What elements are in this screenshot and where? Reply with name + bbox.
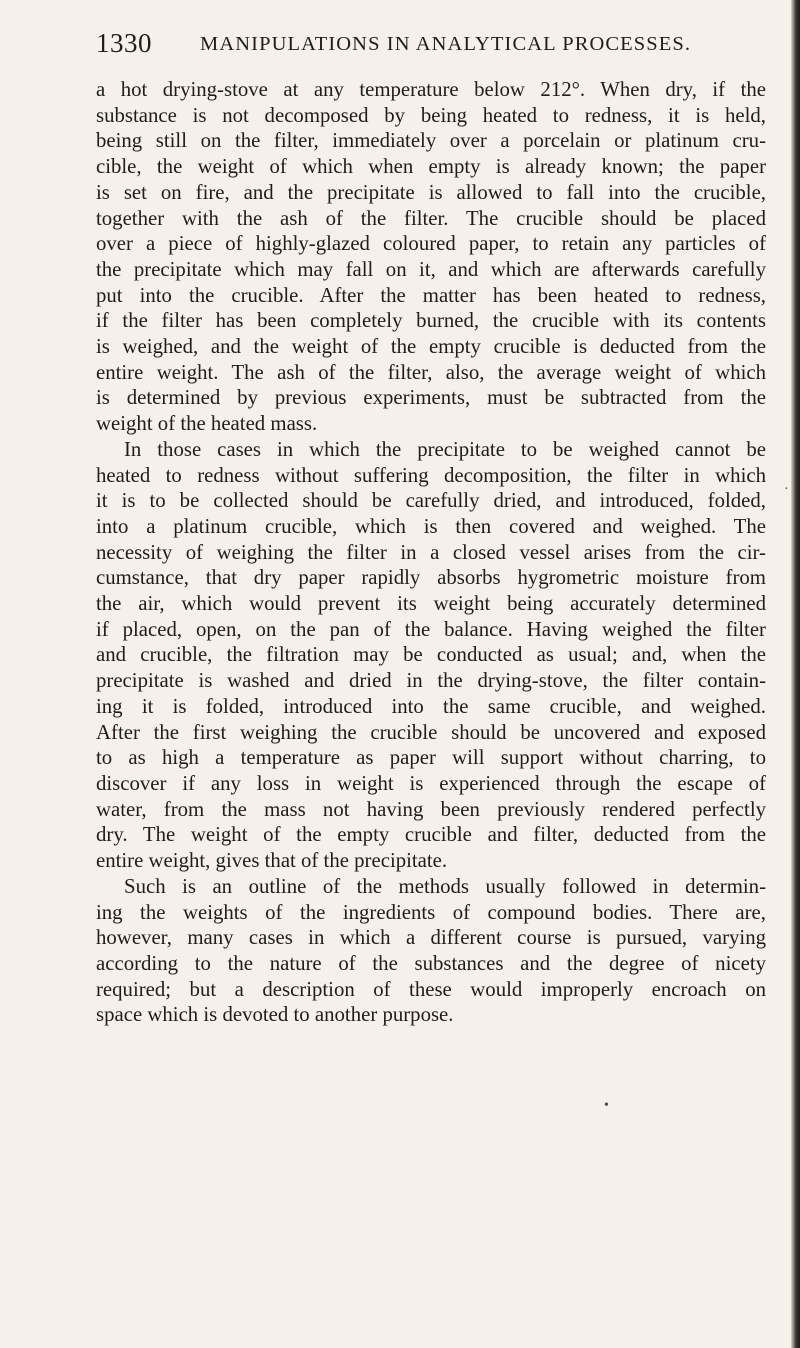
text-line: heated to redness without suffering decomposition, the filter in which bbox=[96, 463, 766, 487]
text-line: it is to be collected should be carefully dried, and introduced, folded, bbox=[96, 489, 766, 513]
text-line: together with the ash of the filter. The crucible should be placed bbox=[96, 206, 766, 230]
text-line: required; but a description of these would improperly encroach on bbox=[96, 977, 766, 1001]
text-line: Such is an outline of the methods usually followed in determin- bbox=[124, 874, 766, 898]
text-line: being still on the filter, immediately over a porcelain or platinum cru- bbox=[96, 129, 766, 153]
text-line: is determined by previous experiments, must be subtracted from the bbox=[96, 386, 766, 410]
text-line: according to the nature of the substances and the degree of nicety bbox=[96, 951, 766, 975]
text-line: cumstance, that dry paper rapidly absorbs hygrometric moisture from bbox=[96, 566, 766, 590]
text-line: to as high a temperature as paper will support without charring, to bbox=[96, 746, 766, 770]
text-line: and crucible, the filtration may be conducted as usual; and, when the bbox=[96, 643, 766, 667]
text-line: weight of the heated mass. bbox=[96, 412, 318, 436]
text-line: In those cases in which the precipitate to be weighed cannot be bbox=[124, 437, 766, 461]
text-line: into a platinum crucible, which is then covered and weighed. The bbox=[96, 514, 766, 538]
text-line: substance is not decomposed by being heated to redness, it is held, bbox=[96, 103, 766, 127]
text-line: precipitate is washed and dried in the drying-stove, the filter contain- bbox=[96, 669, 766, 693]
text-line: the precipitate which may fall on it, and which are afterwards carefully bbox=[96, 257, 766, 281]
paragraph-1 bbox=[96, 77, 766, 437]
paragraph-2 bbox=[96, 437, 766, 874]
text-line: entire weight. The ash of the filter, also, the average weight of which bbox=[96, 360, 766, 384]
text-line: water, from the mass not having been previously rendered perfectly bbox=[96, 797, 766, 821]
text-line: is weighed, and the weight of the empty crucible is deducted from the bbox=[96, 335, 766, 359]
text-line: however, many cases in which a different course is pursued, varying bbox=[96, 926, 766, 950]
page-number: 1330 bbox=[96, 28, 152, 58]
text-line: necessity of weighing the filter in a closed vessel arises from the cir- bbox=[96, 540, 766, 564]
page-edge-shadow bbox=[791, 0, 800, 1348]
text-line: cible, the weight of which when empty is already known; the paper bbox=[96, 155, 766, 179]
margin-dot: · bbox=[784, 482, 789, 497]
body-text bbox=[96, 77, 766, 1028]
stray-dot: • bbox=[604, 1098, 609, 1113]
text-line: put into the crucible. After the matter has been heated to redness, bbox=[96, 283, 766, 307]
text-line: if placed, open, on the pan of the balance. Having weighed the filter bbox=[96, 617, 766, 641]
page-header bbox=[96, 28, 760, 68]
text-line: space which is devoted to another purpose. bbox=[96, 1003, 454, 1027]
text-line: the air, which would prevent its weight being accurately determined bbox=[96, 592, 766, 616]
text-line: dry. The weight of the empty crucible and filter, deducted from the bbox=[96, 823, 766, 847]
text-line: discover if any loss in weight is experienced through the escape of bbox=[96, 771, 766, 795]
text-line: a hot drying-stove at any temperature below 212°. When dry, if the bbox=[96, 78, 766, 101]
text-line: After the first weighing the crucible should be uncovered and exposed bbox=[96, 720, 766, 744]
text-line: ing it is folded, introduced into the same crucible, and weighed. bbox=[96, 694, 766, 718]
text-line: is set on fire, and the precipitate is allowed to fall into the crucible, bbox=[96, 180, 766, 204]
text-line: entire weight, gives that of the precipitate. bbox=[96, 849, 448, 873]
text-line: if the filter has been completely burned, the crucible with its contents bbox=[96, 309, 766, 333]
text-line: ing the weights of the ingredients of compound bodies. There are, bbox=[96, 900, 766, 924]
text-line: over a piece of highly-glazed coloured paper, to retain any particles of bbox=[96, 232, 766, 256]
paragraph-3 bbox=[96, 874, 766, 1028]
running-head: MANIPULATIONS IN ANALYTICAL PROCESSES. bbox=[200, 33, 692, 55]
